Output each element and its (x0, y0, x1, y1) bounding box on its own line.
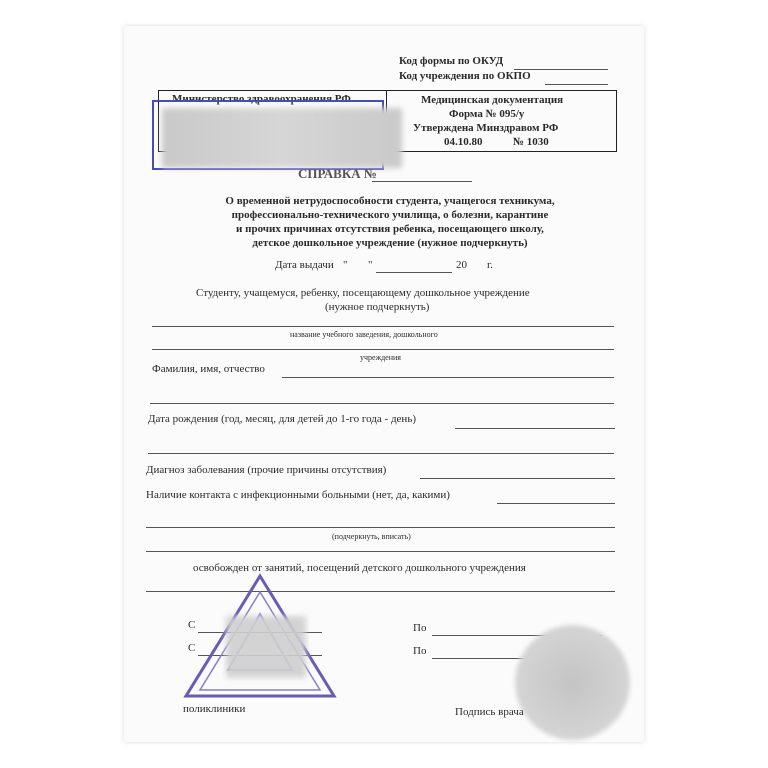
spravka-number-line (372, 181, 472, 182)
title-description (160, 194, 620, 250)
fio-label: Фамилия, имя, отчество (152, 363, 265, 375)
released-label: освобожден от занятий, посещений детского дошкольного учреждения (193, 562, 526, 574)
issue-year-prefix: 20 (456, 259, 467, 271)
issue-date-label: Дата выдачи (275, 259, 334, 271)
spravka-title: СПРАВКА № (298, 166, 377, 181)
contact-line-3 (146, 551, 615, 552)
approved-by: Утверждена Минздравом РФ (413, 122, 559, 134)
approval-number: № 1030 (513, 136, 549, 148)
title-line-1: О временной нетрудоспособности студента, учащегося техникума, (225, 195, 555, 207)
okpo-line (545, 84, 608, 85)
contact-line-1 (497, 503, 615, 504)
dob-label: Дата рождения (год, месяц, для детей до 1-го года - день) (148, 413, 416, 425)
issue-year-suffix: г. (487, 259, 494, 271)
title-line-2: профессионально-технического училища, о болезни, карантине (231, 209, 549, 221)
issue-month-line (376, 272, 452, 273)
period-from-1: С (188, 619, 196, 631)
redacted-block (162, 108, 402, 168)
approval-date: 04.10.80 (444, 136, 483, 148)
dob-line-1 (455, 428, 615, 429)
title-line-3: и прочих причинах отсутствия ребенка, посещающего школу, (236, 223, 544, 235)
doctor-signature-label: Подпись врача (455, 706, 524, 718)
period-to-1: По (413, 622, 427, 634)
ministry-label: Министерство здравоохранения РФ (172, 93, 351, 105)
institution-hint-1: название учебного заведения, дошкольного (290, 330, 438, 339)
polyclinic-label: поликлиники (183, 703, 246, 715)
redacted-triangle-area (226, 616, 306, 678)
form-number: Форма № 095/у (449, 108, 525, 120)
okud-label: Код формы по ОКУД (399, 55, 504, 67)
period-from-2: С (188, 642, 196, 654)
contact-line-2 (146, 527, 615, 528)
recipient-line-2: (нужное подчеркнуть) (325, 301, 430, 313)
fio-line-1 (282, 377, 614, 378)
dob-line-2 (148, 453, 614, 454)
diagnosis-line (420, 478, 615, 479)
institution-line-2 (152, 349, 614, 350)
period-to-2: По (413, 645, 427, 657)
med-doc-label: Медицинская документация (421, 94, 564, 106)
issue-quote-close: " (368, 259, 373, 271)
contact-label: Наличие контакта с инфекционными больными (нет, да, какими) (146, 489, 450, 501)
issue-quote-open: " (343, 259, 348, 271)
institution-hint-2: учреждения (360, 353, 401, 362)
diagnosis-label: Диагноз заболевания (прочие причины отсутствия) (146, 464, 387, 476)
recipient-line-1: Студенту, учащемуся, ребенку, посещающему дошкольное учреждение (196, 287, 530, 299)
round-stamp-redacted (515, 625, 630, 740)
title-line-4: детское дошкольное учреждение (нужное подчеркнуть) (252, 237, 528, 249)
okpo-label: Код учреждения по ОКПО (399, 70, 531, 82)
contact-hint: (подчеркнуть, вписать) (332, 532, 411, 541)
fio-line-2 (150, 403, 614, 404)
institution-line-1 (152, 326, 614, 327)
